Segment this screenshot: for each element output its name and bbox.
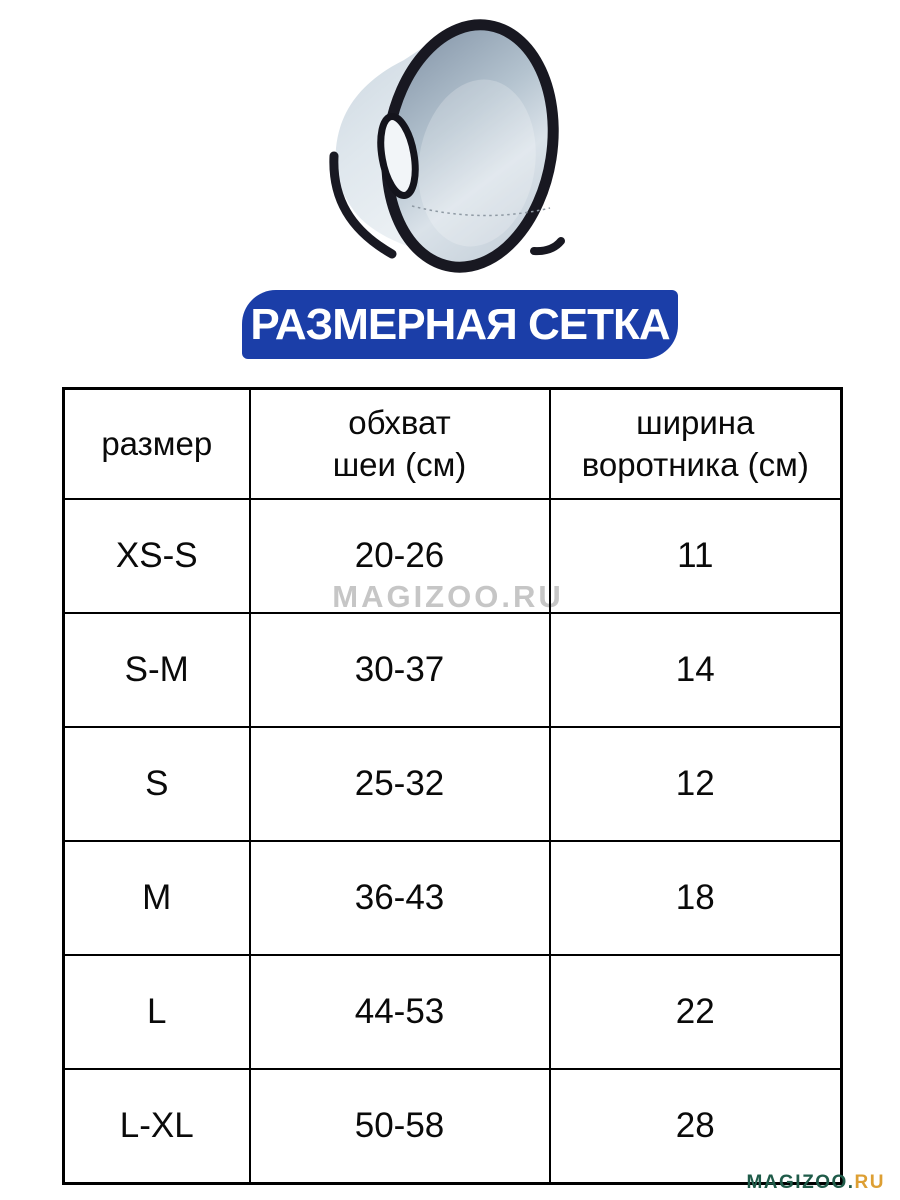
cell-size: L-XL — [64, 1069, 250, 1184]
product-photo — [312, 8, 588, 274]
column-header-size — [64, 389, 250, 500]
header-line: обхват — [348, 404, 451, 441]
column-header-collar-width — [550, 389, 842, 500]
column-header-neck — [250, 389, 550, 500]
cell-neck: 36-43 — [250, 841, 550, 955]
cell-neck: 50-58 — [250, 1069, 550, 1184]
brand-logo-primary: MAGIZOO. — [746, 1172, 855, 1193]
table-header-row — [64, 389, 842, 500]
cell-size: L — [64, 955, 250, 1069]
table-row — [64, 613, 842, 727]
cell-size: S-M — [64, 613, 250, 727]
table-row — [64, 499, 842, 613]
table-row — [64, 955, 842, 1069]
cell-width: 18 — [550, 841, 842, 955]
brand-logo-secondary: RU — [854, 1172, 885, 1193]
watermark-text: MAGIZOO.RU — [332, 579, 564, 614]
cell-neck: 30-37 — [250, 613, 550, 727]
cell-width: 12 — [550, 727, 842, 841]
cell-neck: 25-32 — [250, 727, 550, 841]
cell-size: S — [64, 727, 250, 841]
header-line: шеи (см) — [332, 446, 467, 483]
size-chart-banner — [242, 290, 678, 359]
cell-size: M — [64, 841, 250, 955]
header-line: воротника (см) — [581, 446, 809, 483]
cell-size: XS-S — [64, 499, 250, 613]
cell-neck: 44-53 — [250, 955, 550, 1069]
banner-title: РАЗМЕРНАЯ СЕТКА — [250, 299, 670, 349]
size-table — [62, 387, 843, 1185]
cell-width: 11 — [550, 499, 842, 613]
cell-width: 22 — [550, 955, 842, 1069]
brand-logo — [746, 1172, 885, 1194]
cell-width: 14 — [550, 613, 842, 727]
header-line: ширина — [636, 404, 755, 441]
cell-width: 28 — [550, 1069, 842, 1184]
cell-neck: 20-26 — [250, 499, 550, 613]
header-line: размер — [101, 425, 213, 462]
table-row — [64, 1069, 842, 1184]
pet-cone-icon — [312, 8, 588, 274]
table-row — [64, 727, 842, 841]
table-row — [64, 841, 842, 955]
